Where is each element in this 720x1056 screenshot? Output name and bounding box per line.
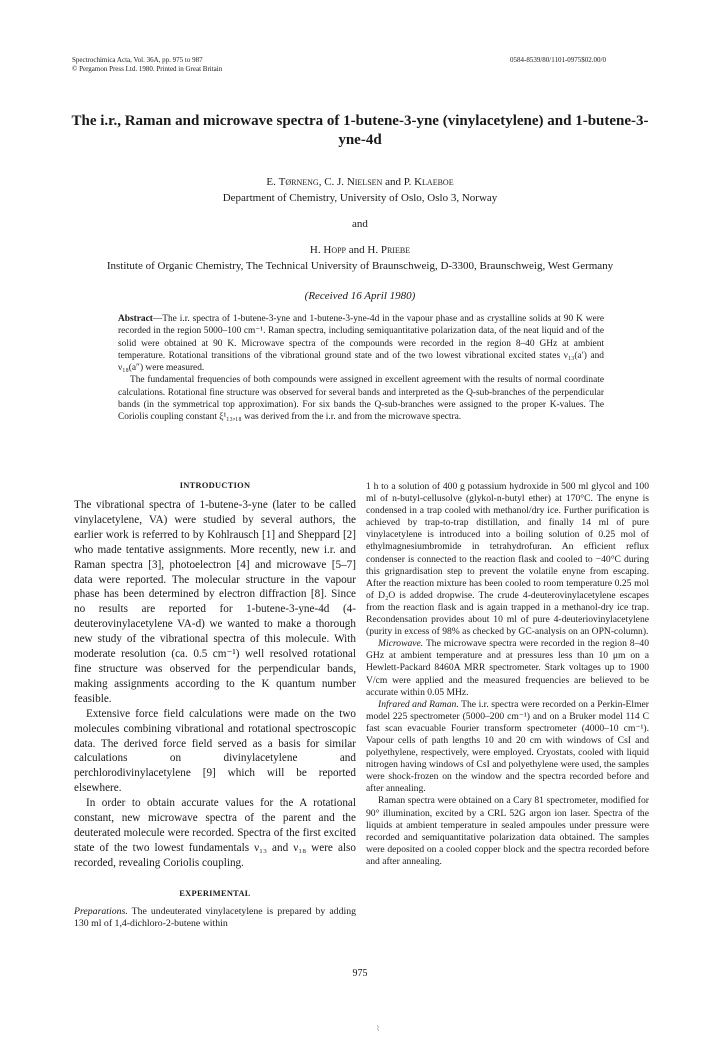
scan-mark: ⌇ (376, 1024, 380, 1033)
journal-header (72, 56, 222, 74)
author-name: Nielsen (346, 176, 383, 188)
paragraph: The vibrational spectra of 1-butene-3-yne (later to be called vinylacetylene, VA) were studied by several authors, the earlier work is referred to by Kohlrausch [1] and Sheppard [2] who made tentative assignments. More recently, new i.r. and Raman spectra [3], photoelectron [4] and microwave [5–7] data were reported. The molecular structure in the vapour phase has been determined by electron diffraction [8]. Since no results are reported for 1-butene-3-yne-4d (4-deuterovinylacetylene VA-d) we wanted to make a thorough new study of the vibrational spectra of this molecule. With moderate resolution (ca. 0.5 cm⁻¹) well resolved rotational fine structure was observed for the perpendicular bands, making assignments according to the K quantum number feasible. (74, 499, 356, 705)
introduction-body (74, 498, 356, 871)
paragraph: Extensive force field calculations were made on the two molecules combining vibrational and rotational spectroscopic data. The derived force field served as a basis for similar calculations on divinylacetylene and perchlorodivinylacetylene [9] which will be reported elsewhere. (74, 707, 356, 795)
abstract-paragraph: The fundamental frequencies of both compounds were assigned in excellent agreement with the results of normal coordinate calculations. Rotational fine structure was observed for several bands and interpreted as the Q-sub-branches of the perpendicular bands (in the symmetrical top approximation). For six bands the Q-sub-branches were assigned to the proper K-values. The Coriolis coupling constant ξ¹₁₃,₁₈ was derived from the i.r. and from the microwave spectra. (118, 375, 604, 423)
page-number: 975 (352, 968, 368, 979)
section-heading-experimental: EXPERIMENTAL (179, 889, 251, 898)
paragraph: Infrared and Raman. The i.r. spectra were recorded on a Perkin-Elmer model 225 spectrometer (5000–200 cm⁻¹) and on a Bruker model 114 C fast scan evacuable Fourier transform spectrometer (4000–10 cm⁻¹). Vapour cells of path lengths 10 and 20 cm with windows of CsI and polyethylene, respectively, were employed. Cryostats, cooled with liquid nitrogen having windows of CsI and polyethylene were used, the samples were shock-frozen on the window and the spectra recorded before and after annealing. (366, 698, 649, 795)
author-name: Tørneng (278, 176, 319, 188)
author-name: Hopp (323, 244, 346, 256)
article-code: 0584-8539/80/1101-0975$02.00/0 (510, 56, 606, 64)
journal-citation: Spectrochimica Acta, Vol. 36A, pp. 975 to 987 (72, 56, 203, 64)
abstract-label: Abstract (118, 314, 153, 324)
author-separator: and (352, 218, 368, 230)
author-list-secondary: H. Hopp and H. Priebe (309, 244, 411, 256)
copyright-line: © Pergamon Press Ltd. 1980. Printed in Great Britain (72, 65, 223, 73)
abstract-paragraph: Abstract—The i.r. spectra of 1-butene-3-yne and 1-butene-3-yne-4d in the vapour phase and as crystalline solids at 90 K were recorded in the region 5000–100 cm⁻¹. Raman spectra, including semiquantitative polarization data, of the neat liquid and of the solid were obtained at 90 K. Microwave spectra of the compounds were recorded in the region 8–40 GHz at ambient temperature. Rotational transitions of the vibrational ground state and of the two lowest vibrational excited states ν₁₃(a′) and ν₁₈(a″) were measured. (118, 314, 604, 374)
paper-title: The i.r., Raman and microwave spectra of 1-butene-3-yne (vinylacetylene) and 1-butene-3-yne-4d (71, 113, 649, 148)
author-name: Priebe (380, 244, 411, 256)
abstract (118, 313, 604, 424)
paragraph: Raman spectra were obtained on a Cary 81 spectrometer, modified for 90° illumination, excited by a CRL 52G argon ion laser. Spectra of the liquids at ambient temperature in sealed ampoules under pressure were recorded and semiquantitative polarization data obtained. The samples were deposited on a cooled copper block and the spectra recorded before and after annealing. (366, 795, 649, 867)
paragraph: Microwave. The microwave spectra were recorded in the region 8–40 GHz at ambient temperature and at pressures less than 10 μm on a Hewlett-Packard 8460A MRR spectrometer. Stark voltages up to 1900 V/cm were applied and the measured frequencies are believed to be accurate within 0.05 MHz. (366, 638, 649, 698)
section-heading-introduction: INTRODUCTION (179, 481, 251, 490)
experimental-body: Preparations. The undeuterated vinylacetylene is prepared by adding 130 ml of 1,4-dichloro-2-butene within (74, 906, 356, 930)
subsection-label: Preparations. (74, 906, 128, 917)
author-name: Klaeboe (414, 176, 454, 188)
right-column-body (366, 481, 649, 868)
paragraph: In order to obtain accurate values for the A rotational constant, new microwave spectra of the parent and the deuterated molecule were recorded. Spectra of the first excited state of the two lowest fundamentals ν₁₃ and ν₁₈ were also recorded, revealing Coriolis coupling. (74, 797, 356, 869)
received-date: (Received 16 April 1980) (304, 290, 416, 302)
affiliation-secondary: Institute of Organic Chemistry, The Technical University of Braunschweig, D-3300, Braunschweig, West Germany (106, 260, 614, 272)
affiliation-primary: Department of Chemistry, University of Oslo, Oslo 3, Norway (222, 192, 498, 204)
paragraph: 1 h to a solution of 400 g potassium hydroxide in 500 ml glycol and 100 ml of n-butyl-cellusolve (glykol-n-butyl ether) at 170°C. The enyne is condensed in a trap cooled with methanol/dry ice. Further purification is achieved by trap-to-trap distillation, and finally 14 ml of pure vinylacetylene is introduced into a boiling solution of 0.25 mol of ethylmagnesiumbromide in tetrahydrofuran. An efficient reflux condenser is connected to the reaction flask and cooled to −40°C during this grignardisation step to prevent the volatile enyne from escaping. After the reaction mixture has been cooled to room temperature 0.25 mol of D₂O is added dropwise. The crude 4-deuterovinylacetylene escapes from the reaction flask and is again trapped in a methanol-dry ice trap. Recondensation provides about 10 ml of pure 4-deuteriovinylacetylene (purity in excess of 98% as checked by GC-analysis on an OPN-column). (366, 481, 649, 638)
subsection-label: Microwave. (378, 638, 424, 650)
subsection-label: Infrared and Raman. (378, 698, 459, 710)
author-list-primary: E. Tørneng, C. J. Nielsen and P. Klaeboe (266, 176, 454, 188)
